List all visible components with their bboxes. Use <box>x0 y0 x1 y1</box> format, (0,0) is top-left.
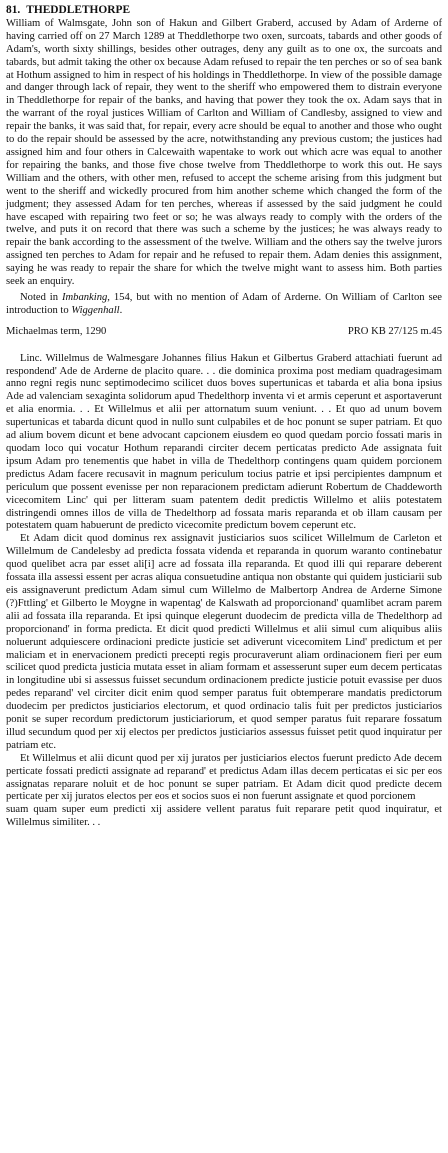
latin-paragraph: Et Willelmus et alii dicunt quod per xij juratos per justiciarios electos fuerunt predicto Ade decem perticate fossati predicti assignate ad reparand' et predictus Adam illas decem perticatas ei sic per eos assignatas reparare noluit et de hoc ponunt se super patriam. Et Adam dicit quod predicte decem perticate per xij juratos electos per eos et socios suos ei non fuerunt assignate et quod porcionem <box>6 752 442 803</box>
editorial-note <box>6 292 442 318</box>
entry-heading <box>6 4 442 17</box>
latin-paragraph: Linc. Willelmus de Walmesgare Johannes filius Hakun et Gilbertus Graberd attachiati fuerunt ad respondend' Ade de Arderne de placito quare. . . die dominica proxima post mediam quadragesimam anno regni regis nunc septimodecimo scilicet duos boves supertunicas et tabarda et alia bona ipsius Ade ad valenciam sexaginta solidorum apud Thedelthorp inventa vi et armis ceperunt et asportaverunt et alia enormia. . . Et Willelmus et alii per attornatum suum veniunt. . . Et quo ad unum bovem supertunicas et tabarda dicunt quod in nullo sunt culpabiles et de hoc ponunt se super patriam. Et quo ad alium bovem dicunt et bene advocant capcionem eiusdem eo quod quedam porcio fossati maris in quodam loco qui vocatur Hothum reparandi circiter decem perticatas predicto Ade assignata fuit ipsum Adam pro tenementis que habet in villa de Thedelthorp contingens quam quidem porcionem predictus Adam facere recusavit in magnum periculum tocius patrie et ipsi percipientes dampnum et periculum que possent evenisse per non reparacionem predictam adierunt Robertum de Chaddeworth vicecomitem Linc' qui per litteram suam patentem dedit predictis Willelmo et aliis potestatem distringendi omnes illos de villa de Thedelthorp ad fossata maris reparanda et ob illam causam per potestatem quam habuerunt de predicto vicecomite predictum bovem ceperunt etc. <box>6 352 442 532</box>
note-work-imbanking: Imbanking <box>61 291 108 303</box>
source-reference: PRO KB 27/125 m.45 <box>347 325 442 337</box>
note-prefix: Noted in <box>20 291 62 303</box>
source-line <box>6 326 442 339</box>
latin-paragraph: Et Adam dicit quod dominus rex assignavit justiciarios suos scilicet Willelmum de Carleton et Willelmum de Candelesby ad predicta fossata videnda et reparanda in quorum waranto continebatur quod quelibet acra par esset ali[i] acre ad fossata illa reparanda. Et quod illi qui reparare deberent fossata illa assessi essent per acras aliqua consuetudine antiqua non obstante qui quidem justiciarii sub eis assignaverunt predictum Adam simul cum Willelmo de Malbertorp Andrea de Arderne Simone (?)Fttling' et Gilberto le Moygne in wapentag' de Kalswath ad proporcionand' quamlibet acram parem alii ad fossata illa reparanda. Et ipsi quinque elegerunt duodecim de predicta villa de Thedelthorp ad proporcionand' in forma predicta. Et dicit quod predicti Willelmus et alii simul cum aliquibus aliis noluerunt adquiescere ordinacioni predicte justicie set adiverunt vicecomitem Lind' predictum et per maliciam et in enervacionem predicti precepti regis procuraverunt aliam ordinacionem fieri per eum scilicet quod predicta justicia mutata esset in aliam formam et assesserunt super eum decem perticatas in longitudine ubi si assessus fuisset secundum ordinacionem predicte justicie potuit evassise per duos pedes reparand' vel circiter dicit enim quod semper paratus fuit obtemperare mandatis predictorum duodecim per predictos justiciarios electorum, et quod ordinacio talis fuit per predictos justiciarios ponit se super recordum predictorum justiciariorum, et quod semper paratus fuit reparare fossatum illud secundum quod per xij electos per predictos justiciarios assessus fuisset petit quod inquiratur per patriam etc. <box>6 533 442 751</box>
note-middle: , 154, but with no mention of Adam of Arderne. On William of Carlton see introduction to <box>6 291 442 316</box>
note-suffix: . <box>119 304 123 316</box>
latin-text <box>6 353 442 831</box>
latin-tail: suam quam super eum predicti xij assidere vellent paratus fuit reparare petit quod inquiratur, et Willelmus similiter. . . <box>6 804 442 829</box>
english-summary-paragraph: William of Walmsgate, John son of Hakun and Gilbert Graberd, accused by Adam of Arderne of having carried off on 27 March 1289 at Theddlethorpe two oxen, surcoats, tabards and other goods of Adam's, worth sixty shillings, besides other outrages, deny any guilt as to one ox, the surcoats and tabards, but admit taking the other ox because Adam refused to repair the ten perches or so of sea bank at Hothum assigned to him in respect of his holdings in Theddlethorpe. In view of the possible damage and danger through lack of repair, they went to the sheriff who empowered them to distrain everyone in Theddlethorpe for repair of the banks, and having that power they took the ox. Adam says that in the warrant of the royal justices William of Carlton and William of Candlesby, assigned to view and repair the banks, it was said that, for repair, every acre should be equal to another and those who ought to do the repair should be assessed by the acre, notwithstanding any previous custom; the justices had assigned him and four others in Calcewaith wapentake to work out which acre was equal to another for repairing the banks, and those five chose twelve from Theddlethorpe to work this out. He says William and the others, with other men, refused to accept the scheme arising from this judgment but went to the sheriff and wickedly procured from him another scheme which changed the form of the judgment; they assessed Adam for ten perches, whereas if assessed by the said judgment he could have escaped with repairing two feet or so; he was always ready to comply with the orders of the twelve, and puts it on record that there was such a scheme by the justices; he was always ready to repair the bank according to the assessment of the twelve. William and the others say the twelve jurors assigned ten perches to Adam for repair and he refused to repair them. Adam denies this assignment, saying he was ready to repair the share for which the twelve might want to assess him. Both parties seek an enquiry. <box>6 17 442 288</box>
entry-title: THEDDLETHORPE <box>26 4 131 16</box>
entry-number: 81. <box>6 4 21 16</box>
source-term: Michaelmas term, 1290 <box>6 325 107 337</box>
note-work-wiggenhall: Wiggenhall <box>71 304 120 316</box>
